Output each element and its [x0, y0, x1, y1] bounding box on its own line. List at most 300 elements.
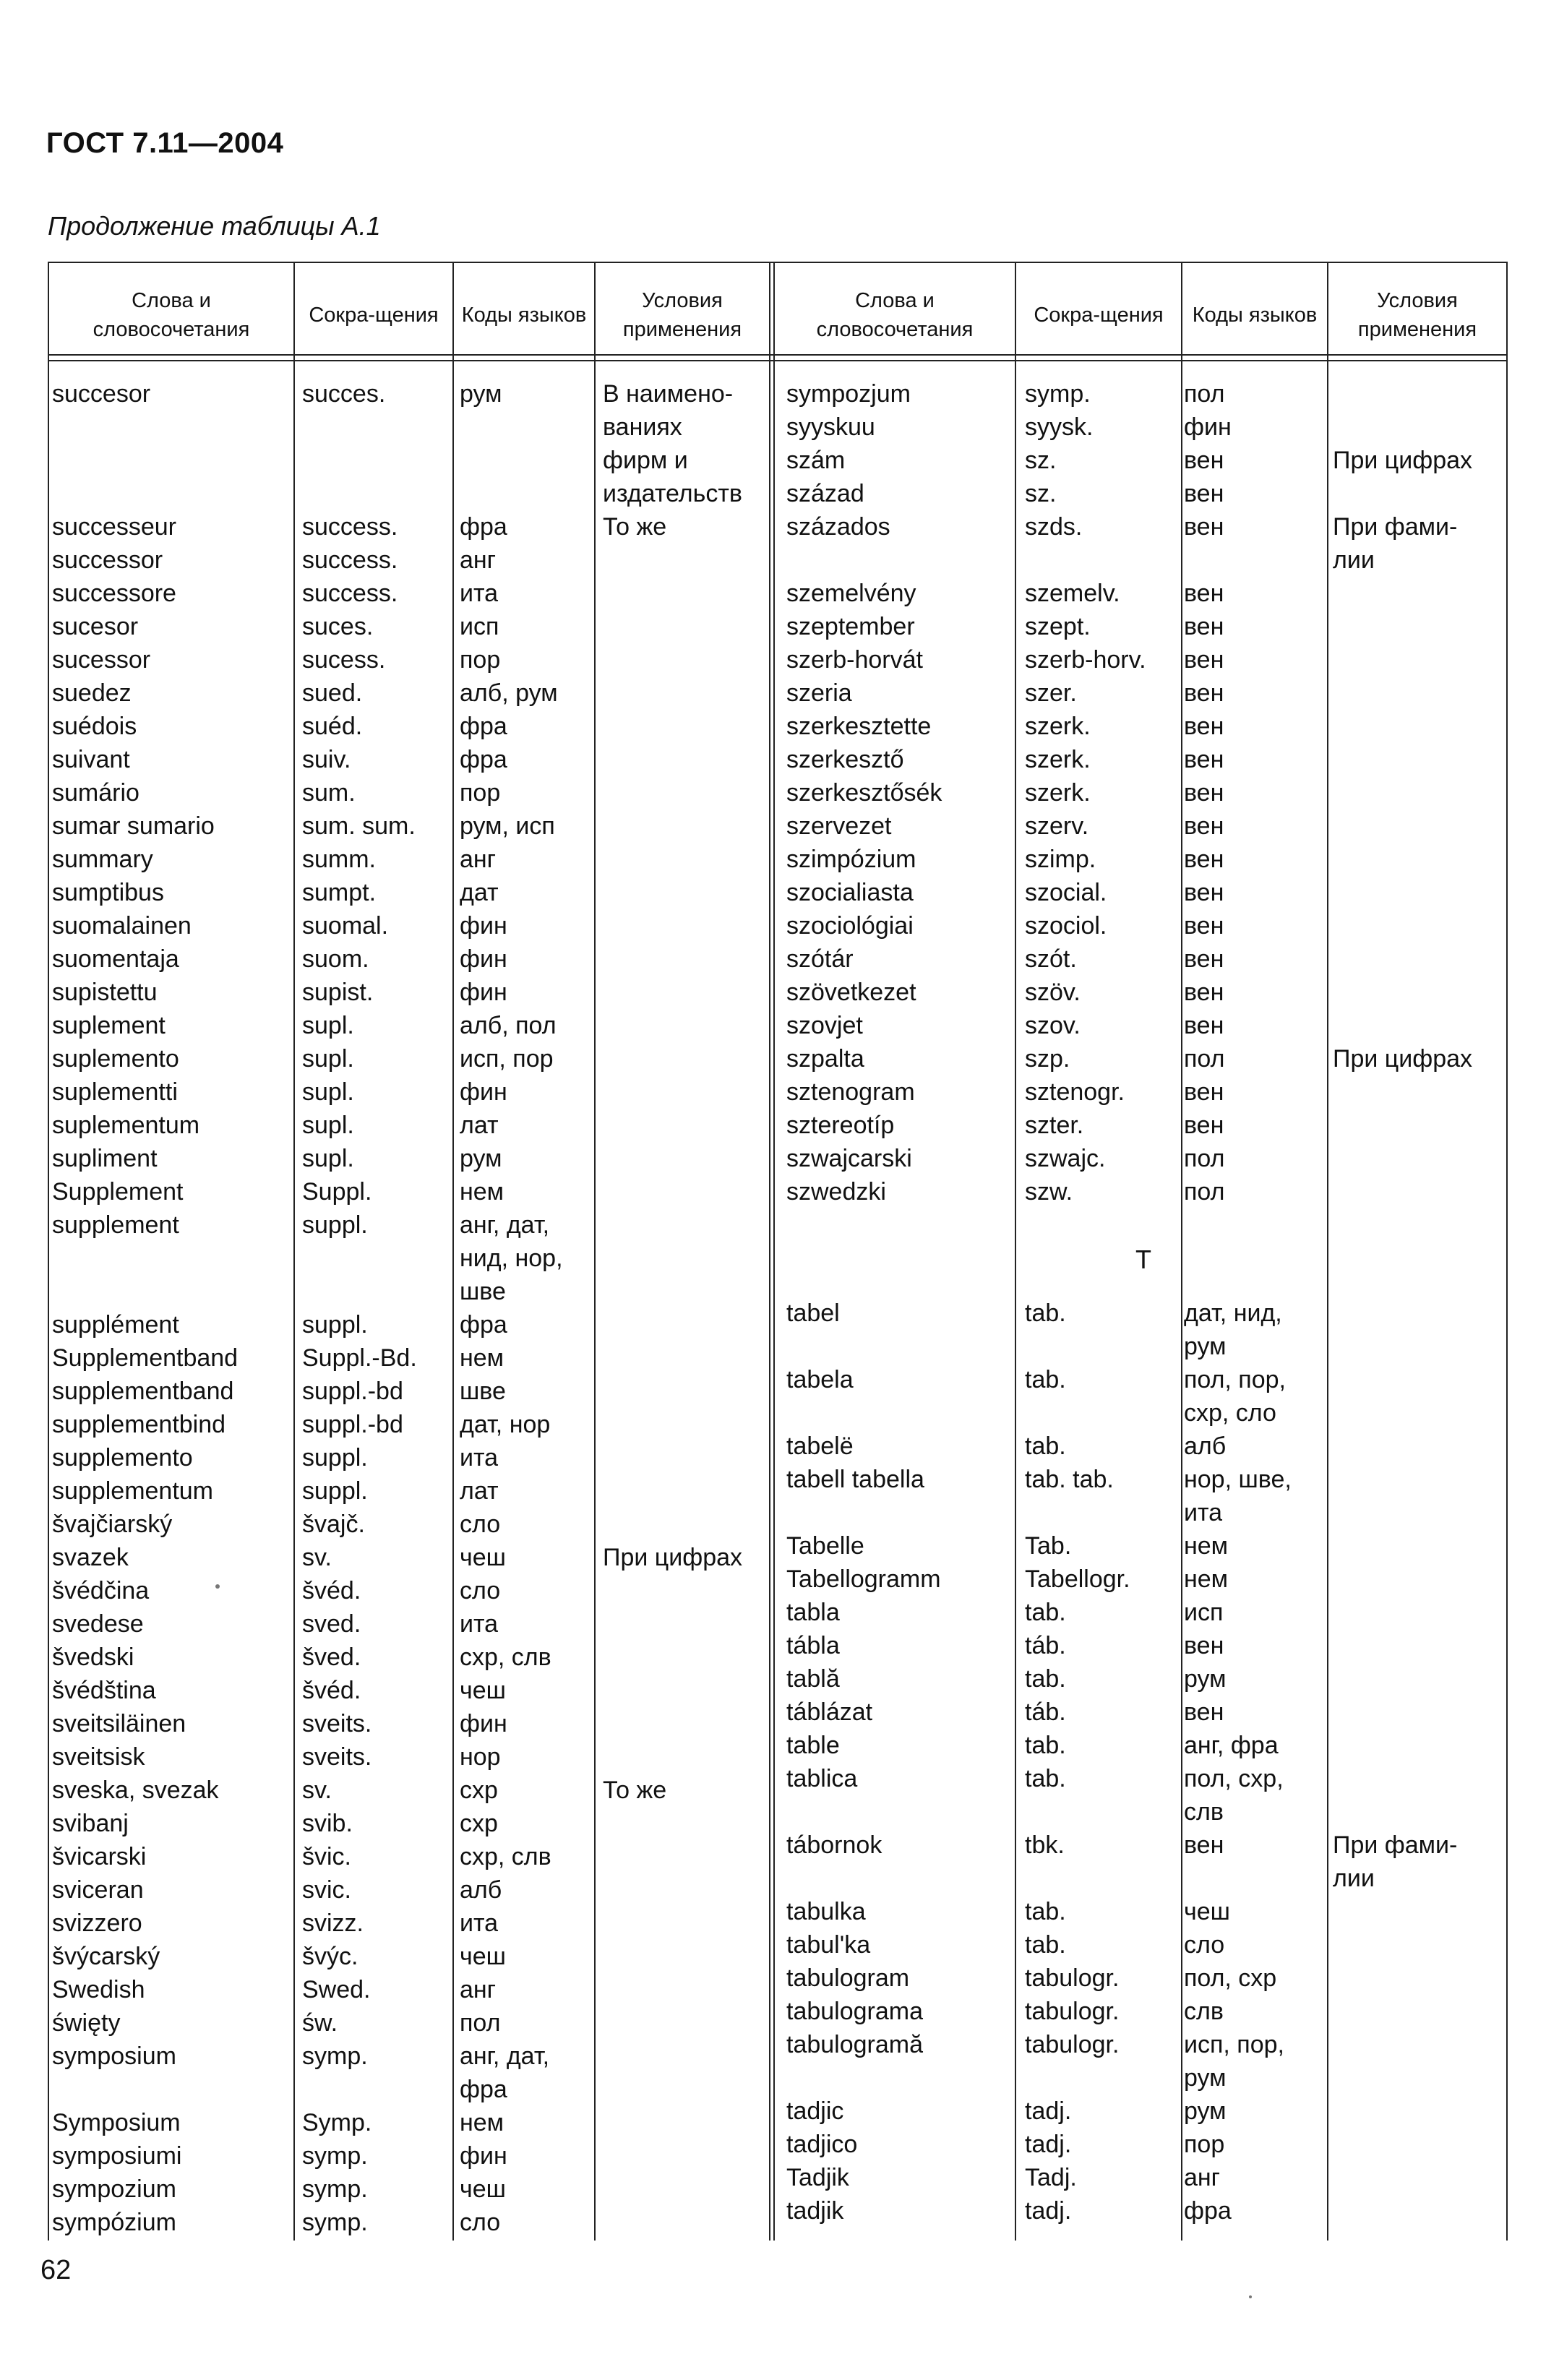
- table-row: [779, 1629, 1508, 1662]
- language-code-cell: вен: [1184, 613, 1224, 640]
- language-code-cell: рум: [1184, 1665, 1227, 1693]
- condition-cell: фирм и: [603, 447, 688, 474]
- word-cell: supplement: [52, 1211, 179, 1239]
- table-row: [779, 1330, 1508, 1363]
- condition-cell: При фами-: [1333, 513, 1458, 541]
- table-row: [48, 444, 770, 477]
- abbreviation-cell: tadj.: [1025, 2197, 1072, 2225]
- word-cell: suplementti: [52, 1078, 178, 1106]
- table-row: [48, 1607, 770, 1641]
- word-cell: švédština: [52, 1677, 156, 1704]
- language-code-cell: фра: [460, 713, 507, 740]
- header-bottom-border: [48, 354, 1508, 356]
- table-row: [779, 1009, 1508, 1042]
- language-code-cell: чеш: [460, 1943, 506, 1970]
- language-code-cell: фин: [460, 912, 507, 940]
- abbreviation-cell: šved.: [302, 1644, 361, 1671]
- language-code-cell: фин: [460, 979, 507, 1006]
- table-row: [779, 809, 1508, 843]
- left-table-body: [48, 377, 770, 2239]
- table-row: [779, 843, 1508, 876]
- word-cell: tabell tabella: [786, 1466, 924, 1493]
- abbreviation-cell: suéd.: [302, 713, 363, 740]
- abbreviation-cell: sveits.: [302, 1710, 372, 1737]
- abbreviation-cell: tab.: [1025, 1732, 1066, 1759]
- language-code-cell: схр, сло: [1184, 1399, 1276, 1427]
- word-cell: successor: [52, 546, 163, 574]
- table-row: [48, 1474, 770, 1508]
- word-cell: sveska, svezak: [52, 1777, 219, 1804]
- word-cell: succesor: [52, 380, 151, 408]
- abbreviation-cell: sved.: [302, 1610, 361, 1638]
- word-cell: sviceran: [52, 1876, 144, 1904]
- word-cell: supplementum: [52, 1477, 214, 1505]
- table-row: [779, 1142, 1508, 1175]
- language-code-cell: рум: [1184, 2097, 1227, 2125]
- table-row: [48, 2006, 770, 2040]
- language-code-cell: вен: [1184, 646, 1224, 674]
- word-cell: symposium: [52, 2042, 176, 2070]
- abbreviation-cell: success.: [302, 580, 398, 607]
- language-code-cell: анг, дат,: [460, 1211, 550, 1239]
- table-row: [48, 1940, 770, 1973]
- abbreviation-cell: švéd.: [302, 1677, 361, 1704]
- word-cell: švédčina: [52, 1577, 150, 1604]
- abbreviation-cell: suppl.-bd: [302, 1411, 403, 1438]
- language-code-cell: пол: [1184, 1045, 1225, 1073]
- language-code-cell: слв: [1184, 1998, 1224, 2025]
- abbreviation-cell: švýc.: [302, 1943, 358, 1970]
- abbreviation-cell: szept.: [1025, 613, 1091, 640]
- word-cell: svibanj: [52, 1810, 129, 1837]
- abbreviation-cell: suppl.: [302, 1211, 368, 1239]
- table-row: [48, 809, 770, 843]
- document-header: ГОСТ 7.11—2004: [46, 127, 284, 159]
- scan-speck: [215, 1584, 220, 1589]
- table-row: [48, 643, 770, 676]
- word-cell: táblázat: [786, 1698, 873, 1726]
- abbreviation-cell: tabulogr.: [1025, 2031, 1120, 2058]
- table-row: [48, 942, 770, 976]
- word-cell: successeur: [52, 513, 176, 541]
- language-code-cell: схр, слв: [460, 1644, 551, 1671]
- table-row: [48, 477, 770, 510]
- language-code-cell: вен: [1184, 779, 1224, 807]
- word-cell: suplemento: [52, 1045, 179, 1073]
- table-row: [48, 2106, 770, 2139]
- word-cell: tablă: [786, 1665, 840, 1693]
- word-cell: suomentaja: [52, 945, 179, 973]
- language-code-cell: рум: [1184, 2064, 1227, 2092]
- table-row: [779, 1729, 1508, 1762]
- language-code-cell: анг: [460, 846, 497, 873]
- header-conditions-right: Условия применения: [1357, 289, 1477, 341]
- table-row: [48, 1740, 770, 1774]
- word-cell: svizzero: [52, 1909, 142, 1937]
- word-cell: syyskuu: [786, 413, 875, 441]
- table-row: [48, 1308, 770, 1341]
- word-cell: supplementbind: [52, 1411, 226, 1438]
- language-code-cell: фра: [460, 1311, 507, 1339]
- abbreviation-cell: táb.: [1025, 1698, 1066, 1726]
- abbreviation-cell: Tab.: [1025, 1532, 1072, 1560]
- word-cell: szpalta: [786, 1045, 864, 1073]
- word-cell: Tabellogramm: [786, 1565, 941, 1593]
- word-cell: tabelë: [786, 1432, 854, 1460]
- language-code-cell: вен: [1184, 912, 1224, 940]
- language-code-cell: нор, шве,: [1184, 1466, 1292, 1493]
- table-row: [48, 1009, 770, 1042]
- language-code-cell: лат: [460, 1112, 499, 1139]
- abbreviation-cell: tab.: [1025, 1599, 1066, 1626]
- abbreviation-cell: sumpt.: [302, 879, 377, 906]
- word-cell: suivant: [52, 746, 130, 773]
- word-cell: szeria: [786, 679, 852, 707]
- abbreviation-cell: švéd.: [302, 1577, 361, 1604]
- condition-cell: То же: [603, 513, 667, 541]
- language-code-cell: фин: [460, 1710, 507, 1737]
- abbreviation-cell: szemelv.: [1025, 580, 1120, 607]
- word-cell: szerb-horvát: [786, 646, 923, 674]
- table-row: [779, 743, 1508, 776]
- word-cell: század: [786, 480, 864, 507]
- table-row: [779, 544, 1508, 577]
- table-continuation-caption: Продолжение таблицы А.1: [48, 211, 381, 241]
- word-cell: sympozium: [52, 2175, 176, 2203]
- table-row: [779, 1297, 1508, 1330]
- table-row: [779, 1662, 1508, 1696]
- abbreviation-cell: tadj.: [1025, 2097, 1072, 2125]
- word-cell: švedski: [52, 1644, 134, 1671]
- abbreviation-cell: supl.: [302, 1145, 354, 1172]
- abbreviation-cell: sum. sum.: [302, 812, 416, 840]
- language-code-cell: ита: [460, 1610, 499, 1638]
- abbreviation-cell: syysk.: [1025, 413, 1094, 441]
- language-code-cell: фра: [460, 513, 507, 541]
- table-row: [48, 876, 770, 909]
- language-code-cell: схр: [460, 1777, 498, 1804]
- word-cell: suplement: [52, 1012, 166, 1039]
- language-code-cell: ита: [460, 1909, 499, 1937]
- page-number: 62: [40, 2255, 72, 2285]
- language-code-cell: пор: [460, 779, 501, 807]
- table-row: [48, 1907, 770, 1940]
- word-cell: százados: [786, 513, 890, 541]
- table-row: [48, 544, 770, 577]
- word-cell: svazek: [52, 1544, 129, 1571]
- condition-cell: При цифрах: [1333, 1045, 1473, 1073]
- language-code-cell: сло: [460, 2209, 501, 2236]
- abbreviation-cell: sveits.: [302, 1743, 372, 1771]
- table-row: [48, 1674, 770, 1707]
- table-row: [48, 577, 770, 610]
- word-cell: tabela: [786, 1366, 854, 1393]
- abbreviation-cell: supist.: [302, 979, 374, 1006]
- word-cell: Supplementband: [52, 1344, 239, 1372]
- scan-speck: [1249, 2295, 1252, 2298]
- language-code-cell: пор: [1184, 2131, 1225, 2158]
- table-row: [779, 976, 1508, 1009]
- language-code-cell: сло: [1184, 1931, 1225, 1959]
- table-row: [48, 1508, 770, 1541]
- language-code-cell: ита: [460, 1444, 499, 1472]
- word-cell: szótár: [786, 945, 854, 973]
- language-code-cell: ита: [460, 580, 499, 607]
- table-row: [48, 1109, 770, 1142]
- abbreviation-cell: svib.: [302, 1810, 353, 1837]
- language-code-cell: анг, фра: [1184, 1732, 1279, 1759]
- language-code-cell: вен: [1184, 1632, 1224, 1659]
- table-row: [48, 1242, 770, 1275]
- section-letter-heading: Т: [1135, 1245, 1151, 1274]
- table-row: [48, 1441, 770, 1474]
- word-cell: szerkesztette: [786, 713, 932, 740]
- abbreviation-cell: tab.: [1025, 1299, 1066, 1327]
- language-code-cell: вен: [1184, 812, 1224, 840]
- language-code-cell: рум, исп: [460, 812, 555, 840]
- word-cell: švicarski: [52, 1843, 147, 1870]
- abbreviation-cell: tab.: [1025, 1665, 1066, 1693]
- abbreviation-cell: supl.: [302, 1078, 354, 1106]
- abbreviation-cell: tabulogr.: [1025, 1964, 1120, 1992]
- word-cell: tabel: [786, 1299, 840, 1327]
- word-cell: szociológiai: [786, 912, 914, 940]
- abbreviation-cell: švajč.: [302, 1511, 365, 1538]
- word-cell: szocialiasta: [786, 879, 914, 906]
- abbreviation-cell: szerk.: [1025, 779, 1091, 807]
- table-row: [779, 1463, 1508, 1496]
- abbreviation-table: [48, 262, 1508, 2241]
- table-row: [779, 1529, 1508, 1563]
- language-code-cell: чеш: [460, 2175, 506, 2203]
- language-code-cell: вен: [1184, 1112, 1224, 1139]
- word-cell: summary: [52, 846, 153, 873]
- language-code-cell: ита: [1184, 1499, 1223, 1526]
- language-code-cell: пор: [460, 646, 501, 674]
- language-code-cell: вен: [1184, 1078, 1224, 1106]
- abbreviation-cell: tab.: [1025, 1931, 1066, 1959]
- word-cell: sveitsiläinen: [52, 1710, 186, 1737]
- language-code-cell: пол, схр: [1184, 1964, 1277, 1992]
- abbreviation-cell: św.: [302, 2009, 338, 2037]
- language-code-cell: рум: [460, 1145, 502, 1172]
- abbreviation-cell: success.: [302, 546, 398, 574]
- abbreviation-cell: suom.: [302, 945, 369, 973]
- language-code-cell: вен: [1184, 846, 1224, 873]
- language-code-cell: дат, нор: [460, 1411, 551, 1438]
- language-code-cell: вен: [1184, 679, 1224, 707]
- language-code-cell: схр: [460, 1810, 498, 1837]
- language-code-cell: вен: [1184, 447, 1224, 474]
- table-row: [779, 1762, 1508, 1795]
- language-code-cell: фра: [1184, 2197, 1232, 2225]
- table-row: [779, 676, 1508, 710]
- table-row: [48, 610, 770, 643]
- language-code-cell: чеш: [460, 1544, 506, 1571]
- language-code-cell: анг: [1184, 2164, 1221, 2191]
- table-row: [48, 843, 770, 876]
- table-row: [779, 1563, 1508, 1596]
- word-cell: tabulogram: [786, 1964, 910, 1992]
- table-row: [48, 1075, 770, 1109]
- table-row: [48, 411, 770, 444]
- abbreviation-cell: szw.: [1025, 1178, 1073, 1206]
- word-cell: tabulka: [786, 1898, 866, 1925]
- table-row: [48, 1408, 770, 1441]
- table-row: [48, 2139, 770, 2173]
- language-code-cell: вен: [1184, 513, 1224, 541]
- word-cell: sztenogram: [786, 1078, 915, 1106]
- word-cell: sumptibus: [52, 879, 164, 906]
- word-cell: szerkesztő: [786, 746, 904, 773]
- word-cell: suedez: [52, 679, 132, 707]
- table-row: [48, 776, 770, 809]
- abbreviation-cell: success.: [302, 513, 398, 541]
- language-code-cell: схр, слв: [460, 1843, 551, 1870]
- table-row: [48, 1641, 770, 1674]
- abbreviation-cell: tab.: [1025, 1898, 1066, 1925]
- abbreviation-cell: szp.: [1025, 1045, 1070, 1073]
- abbreviation-cell: supl.: [302, 1045, 354, 1073]
- language-code-cell: фра: [460, 2076, 507, 2103]
- abbreviation-cell: suces.: [302, 613, 374, 640]
- word-cell: table: [786, 1732, 840, 1759]
- language-code-cell: пол: [1184, 380, 1225, 408]
- table-row: [48, 377, 770, 411]
- abbreviation-cell: sucess.: [302, 646, 386, 674]
- table-row: [48, 2173, 770, 2206]
- abbreviation-cell: tabulogr.: [1025, 1998, 1120, 2025]
- word-cell: švajčiarský: [52, 1511, 173, 1538]
- word-cell: supliment: [52, 1145, 158, 1172]
- table-row: [48, 1774, 770, 1807]
- language-code-cell: исп, пор,: [1184, 2031, 1284, 2058]
- abbreviation-cell: supl.: [302, 1012, 354, 1039]
- table-row: [779, 1862, 1508, 1895]
- abbreviation-cell: szerb-horv.: [1025, 646, 1146, 674]
- word-cell: sympozjum: [786, 380, 911, 408]
- table-row: [48, 909, 770, 942]
- language-code-cell: чеш: [1184, 1898, 1230, 1925]
- language-code-cell: пол, пор,: [1184, 1366, 1286, 1393]
- table-row: [48, 1574, 770, 1607]
- condition-cell: лии: [1333, 1865, 1375, 1892]
- abbreviation-cell: szerv.: [1025, 812, 1089, 840]
- word-cell: supplément: [52, 1311, 179, 1339]
- table-row: [779, 1795, 1508, 1829]
- abbreviation-cell: szöv.: [1025, 979, 1081, 1006]
- table-row: [779, 1075, 1508, 1109]
- abbreviation-cell: suppl.: [302, 1477, 368, 1505]
- abbreviation-cell: táb.: [1025, 1632, 1066, 1659]
- language-code-cell: рум: [1184, 1333, 1227, 1360]
- table-row: [779, 909, 1508, 942]
- word-cell: sveitsisk: [52, 1743, 145, 1771]
- table-row: [779, 1430, 1508, 1463]
- abbreviation-cell: szter.: [1025, 1112, 1084, 1139]
- abbreviation-cell: tbk.: [1025, 1831, 1065, 1859]
- word-cell: sucessor: [52, 646, 151, 674]
- word-cell: symposiumi: [52, 2142, 182, 2170]
- table-row: [779, 942, 1508, 976]
- abbreviation-cell: szov.: [1025, 1012, 1081, 1039]
- condition-cell: издательств: [603, 480, 742, 507]
- word-cell: Swedish: [52, 1976, 145, 2003]
- table-row: [779, 1928, 1508, 1962]
- language-code-cell: исп: [1184, 1599, 1224, 1626]
- abbreviation-cell: szerk.: [1025, 746, 1091, 773]
- table-row: [48, 1375, 770, 1408]
- table-row: [779, 610, 1508, 643]
- language-code-cell: фин: [460, 2142, 507, 2170]
- word-cell: Symposium: [52, 2109, 181, 2136]
- abbreviation-cell: sz.: [1025, 447, 1057, 474]
- table-row: [779, 2028, 1508, 2061]
- word-cell: supplemento: [52, 1444, 193, 1472]
- word-cell: tábornok: [786, 1831, 882, 1859]
- word-cell: suédois: [52, 713, 137, 740]
- word-cell: Supplement: [52, 1178, 184, 1206]
- table-row: [48, 1142, 770, 1175]
- abbreviation-cell: suppl.: [302, 1311, 368, 1339]
- language-code-cell: алб: [1184, 1432, 1227, 1460]
- word-cell: szövetkezet: [786, 979, 916, 1006]
- language-code-cell: слв: [1184, 1798, 1224, 1826]
- header-abbr-right: Сокра-щения: [1034, 304, 1164, 327]
- language-code-cell: нем: [1184, 1565, 1229, 1593]
- header-codes-right: Коды языков: [1192, 304, 1318, 327]
- word-cell: tábla: [786, 1632, 840, 1659]
- abbreviation-cell: szociol.: [1025, 912, 1107, 940]
- abbreviation-cell: Symp.: [302, 2109, 372, 2136]
- language-code-cell: анг: [460, 1976, 497, 2003]
- abbreviation-cell: szocial.: [1025, 879, 1107, 906]
- table-row: [48, 1707, 770, 1740]
- word-cell: szervezet: [786, 812, 892, 840]
- language-code-cell: вен: [1184, 480, 1224, 507]
- word-cell: tablica: [786, 1765, 858, 1792]
- abbreviation-cell: suiv.: [302, 746, 351, 773]
- word-cell: suomalainen: [52, 912, 192, 940]
- abbreviation-cell: Tadj.: [1025, 2164, 1077, 2191]
- word-cell: supistettu: [52, 979, 158, 1006]
- table-row: [779, 444, 1508, 477]
- word-cell: Tadjik: [786, 2164, 849, 2191]
- abbreviation-cell: symp.: [1025, 380, 1091, 408]
- abbreviation-cell: sztenogr.: [1025, 1078, 1125, 1106]
- table-row: [779, 876, 1508, 909]
- word-cell: święty: [52, 2009, 121, 2037]
- abbreviation-cell: Suppl.: [302, 1178, 372, 1206]
- abbreviation-cell: supl.: [302, 1112, 354, 1139]
- language-code-cell: алб, рум: [460, 679, 558, 707]
- table-row: [48, 976, 770, 1009]
- language-code-cell: рум: [460, 380, 502, 408]
- abbreviation-cell: tadj.: [1025, 2131, 1072, 2158]
- table-row: [48, 1042, 770, 1075]
- language-code-cell: пол: [1184, 1145, 1225, 1172]
- table-row: [48, 1807, 770, 1840]
- condition-cell: При цифрах: [603, 1544, 743, 1571]
- header-words-left: Слова и словосочетания: [93, 289, 250, 341]
- language-code-cell: шве: [460, 1378, 506, 1405]
- table-row: [48, 1541, 770, 1574]
- abbreviation-cell: svizz.: [302, 1909, 364, 1937]
- language-code-cell: пол: [1184, 1178, 1225, 1206]
- language-code-cell: вен: [1184, 1698, 1224, 1726]
- table-row: [48, 1175, 770, 1208]
- header-bottom-border-double: [48, 360, 1508, 361]
